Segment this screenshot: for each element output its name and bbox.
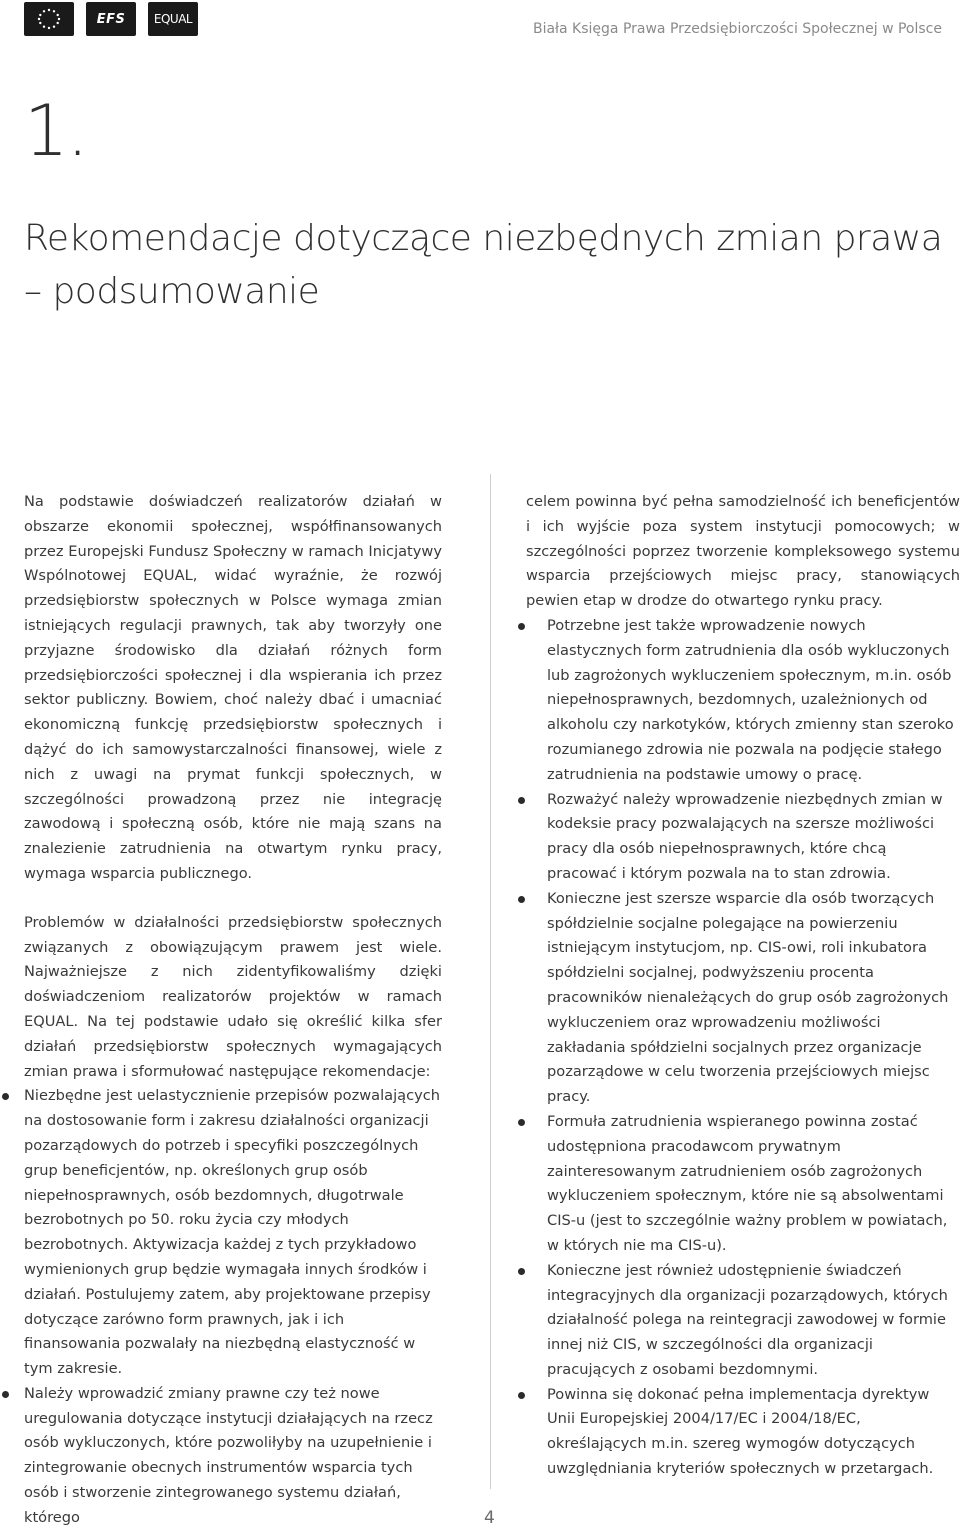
bullet-icon [2, 1391, 9, 1398]
list-item-text: Powinna się dokonać pełna implementacja dyrektyw Unii Europejskiej 2004/17/EC i 2004/18/EC, określających m.in. szereg wymogów dotyczących uwzględniania kryteriów społecznych w przetargach. [547, 1385, 934, 1478]
bullet-icon [518, 623, 525, 630]
running-title: Biała Księga Prawa Przedsiębiorczości Społecznej w Polsce [532, 21, 942, 37]
list-item-text: Konieczne jest również udostępnienie świadczeń integracyjnych dla organizacji pozarządowych, których działalność polega na reintegracji zawodowej w formie innej niż CIS, w szczególności dla organizacji pracujących z osobami bezdomnymi. [547, 1261, 948, 1378]
problems-paragraph: Problemów w działalności przedsiębiorstw społecznych związanych z obowiązującym prawem jest wiele. Najważniejsze z nich zidentyfikowaliśmy dzięki doświadczeniom realizatorów projektów w ramach EQUAL. Na tej podstawie udało się określić kilka sfer działań przedsiębiorstw społecznych wymagających zmian prawa i sformułować następujące rekomendacje: [24, 913, 442, 1080]
chapter-title [24, 212, 942, 318]
recommendations-list-left [24, 1084, 442, 1530]
list-item-text: Rozważyć należy wprowadzenie niezbędnych zmian w kodeksie pracy pozwalających na szersze możliwości pracy dla osób niepełnosprawnych, które chcą pracować i którym pozwala na to stan zdrowia. [547, 790, 943, 882]
efs-logo: EFS [86, 2, 136, 36]
list-item-text: Potrzebne jest także wprowadzenie nowych elastycznych form zatrudnienia dla osób wykluczonych lub zagrożonych wykluczeniem społecznym, m.in. osób niepełnosprawnych, bezdomnych, uzależnionych od alkoholu czy narkotyków, których zmienny stan szeroko rozumianego zdrowia nie pozwala na podjęcie stałego zatrudnienia na podstawie umowy o pracę. [547, 616, 954, 783]
bullet-icon [518, 1392, 525, 1399]
bullet-icon [518, 1119, 525, 1126]
eu-flag-logo [24, 2, 74, 36]
list-item-text: Należy wprowadzić zmiany prawne czy też nowe uregulowania dotyczące instytucji działających na rzecz osób wykluczonych, które pozwoliłyby na uzupełnienie i zintegrowanie obecnych instrumentów wsparcia tych osób i stworzenie zintegrowanego systemu działań, którego [24, 1384, 433, 1526]
list-item-text: Formuła zatrudnienia wspieranego powinna zostać udostępniona pracodawcom prywatnym zainteresowanym zatrudnieniem osób zagrożonych wykluczeniem społecznym, które nie są absolwentami CIS-u (jest to szczególnie ważny problem w powiatach, w których nie ma CIS-u). [547, 1112, 948, 1254]
equal-logo: EQUAL [148, 2, 198, 36]
list-item [526, 887, 960, 1110]
list-item [526, 788, 960, 887]
eu-stars-icon [29, 5, 69, 33]
left-column [24, 490, 442, 1531]
header-logos [24, 2, 198, 36]
list-item [526, 614, 960, 788]
list-item [526, 1110, 960, 1259]
list-item [24, 1084, 442, 1382]
chapter-title-line2: – podsumowanie [24, 271, 320, 312]
list-item [526, 1259, 960, 1383]
bullet-icon [518, 896, 525, 903]
column-divider [490, 474, 491, 1489]
list-item [24, 1382, 442, 1531]
page-number: 4 [484, 1508, 495, 1528]
chapter-number: 1. [24, 90, 87, 172]
bullet-icon [518, 797, 525, 804]
right-column [526, 490, 960, 1482]
recommendations-list-right [526, 614, 960, 1482]
intro-paragraph: Na podstawie doświadczeń realizatorów działań w obszarze ekonomii społecznej, współfinansowanych przez Europejski Fundusz Społeczny w ramach Inicjatywy Wspólnotowej EQUAL, widać wyraźnie, że rozwój przedsiębiorstw społecznych w Polsce wymaga zmian istniejących regulacji prawnych, tak aby tworzyły one przyjazne środowisko dla działań różnych form przedsiębiorczości społecznej i dla wspierania ich przez sektor publiczny. Bowiem, choć należy dbać i umacniać ekonomiczną funkcję przedsiębiorstw społecznych i dążyć do ich samowystarczalności finansowej, wiele z nich z uwagi na prymat funkcji społecznych, w szczególności prowadzoną przez nie integrację zawodową i społeczną osób, które nie mają szans na znalezienie zatrudnienia na otwartym rynku pracy, wymaga wsparcia publicznego. [24, 493, 442, 882]
list-item-text: Niezbędne jest uelastycznienie przepisów pozwalających na dostosowanie form i zakresu działalności organizacji pozarządowych do potrzeb i specyfiki poszczególnych grup beneficjentów, np. określonych grup osób niepełnosprawnych, osób bezdomnych, długotrwale bezrobotnych po 50. roku życia czy młodych bezrobotnych. Aktywizacja każdej z tych przykładowo wymienionych grup będzie wymagała innych środków i działań. Postulujemy zatem, aby projektowane przepisy dotyczące zarówno form prawnych, jak i ich finansowania pozwalały na niezbędną elastyczność w tym zakresie. [24, 1087, 441, 1378]
bullet-icon [2, 1093, 9, 1100]
chapter-title-line1: Rekomendacje dotyczące niezbędnych zmian prawa [24, 218, 943, 259]
list-item [526, 1383, 960, 1482]
bullet-icon [518, 1268, 525, 1275]
list-item-text: Konieczne jest szersze wsparcie dla osób tworzących spółdzielnie socjalne polegające na powierzeniu istniejącym instytucjom, np. CIS-owi, roli inkubatora spółdzielni socjalnej, podwyższeniu procenta pracowników nienależących do grup osób zagrożonych wykluczeniem oraz wprowadzeniu możliwości zakładania spółdzielni socjalnych przez organizacje pozarządowe w celu tworzenia przejściowych miejsc pracy. [547, 889, 949, 1106]
continuation-text: celem powinna być pełna samodzielność ich beneficjentów i ich wyjście poza system instytucji pomocowych; w szczególności poprzez tworzenie kompleksowego systemu wsparcia przejściowych miejsc pracy, stanowiących pewien etap w drodze do otwartego rynku pracy. [526, 493, 960, 610]
